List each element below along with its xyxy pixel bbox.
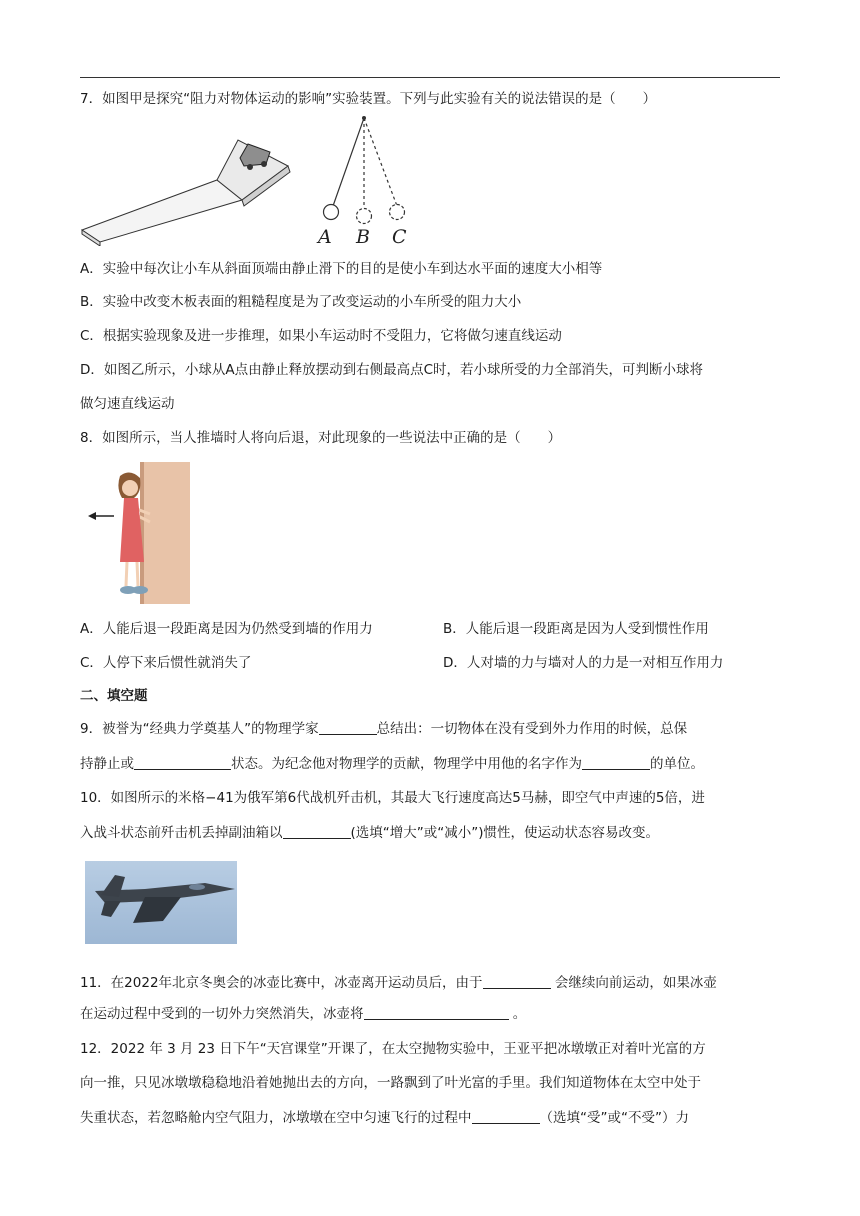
q8-option-c: C．人停下来后惯性就消失了 <box>80 655 252 671</box>
q9-blank-3 <box>582 754 650 770</box>
q10-text-1: 入战斗状态前歼击机丢掉副油箱以 <box>80 825 283 841</box>
q11-text-4: 。 <box>508 1006 527 1022</box>
pendulum-label-b: B <box>356 226 370 246</box>
q10-text-2: (选填“增大”或“减小”)惯性，使运动状态容易改变。 <box>350 825 660 841</box>
q7-option-c: C．根据实验现象及进一步推理，如果小车运动时不受阻力，它将做匀速直线运动 <box>80 328 562 344</box>
q12-line2: 向一推，只见冰墩墩稳稳地沿着她抛出去的方向，一路飘到了叶光富的手里。我们知道物体在太空中处于 <box>80 1075 701 1091</box>
q7-option-a: A．实验中每次让小车从斜面顶端由静止滑下的目的是使小车到达水平面的速度大小相等 <box>80 261 603 277</box>
q12-blank-1 <box>472 1108 540 1124</box>
q12-text-2: （选填“受”或“不受”）力 <box>539 1110 689 1126</box>
q12-text-1: 失重状态，若忽略舱内空气阻力，冰墩墩在空中匀速飞行的过程中 <box>80 1110 472 1126</box>
q9-line1 <box>80 719 687 739</box>
q8-option-b: B．人能后退一段距离是因为人受到惯性作用 <box>443 621 709 637</box>
q9-text-3: 持静止或 <box>80 756 134 772</box>
q8-option-a: A．人能后退一段距离是因为仍然受到墙的作用力 <box>80 621 373 637</box>
q11-line1 <box>80 973 717 993</box>
q9-line2 <box>80 754 704 774</box>
q11-blank-1 <box>483 973 551 989</box>
q11-text-3: 在运动过程中受到的一切外力突然消失，冰壶将 <box>80 1006 364 1022</box>
q10-line2 <box>80 823 659 843</box>
q10-blank-1 <box>283 823 351 839</box>
person-pushing-wall-figure <box>84 462 194 604</box>
q9-text-5: 的单位。 <box>650 756 704 772</box>
q8-stem: 8．如图所示，当人推墙时人将向后退，对此现象的一些说法中正确的是（ ） <box>80 430 562 446</box>
q9-blank-1 <box>319 719 377 735</box>
pendulum-label-a: A <box>318 226 332 246</box>
q12-line1: 12．2022 年 3 月 23 日下午“天宫课堂”开课了，在太空抛物实验中，王亚平把冰墩墩正对着叶光富的方 <box>80 1041 706 1057</box>
q9-blank-2 <box>134 754 231 770</box>
q10-line1: 10．如图所示的米格−41为俄军第6代战机歼击机，其最大飞行速度高达5马赫，即空气中声速的5倍，进 <box>80 790 705 806</box>
pendulum-label-c: C <box>392 226 407 246</box>
q11-line2 <box>80 1004 526 1024</box>
q7-option-b: B．实验中改变木板表面的粗糙程度是为了改变运动的小车所受的阻力大小 <box>80 294 522 310</box>
q7-stem: 7．如图甲是探究“阻力对物体运动的影响”实验装置。下列与此实验有关的说法错误的是（ ） <box>80 91 657 107</box>
header-rule <box>80 77 780 78</box>
q11-text-1: 11．在2022年北京冬奥会的冰壶比赛中，冰壶离开运动员后，由于 <box>80 975 483 991</box>
q7-option-d-line1: D．如图乙所示，小球从A点由静止释放摆动到右侧最高点C时，若小球所受的力全部消失，可判断小球将 <box>80 362 704 378</box>
q9-text-2: 总结出：一切物体在没有受到外力作用的时候，总保 <box>376 721 688 737</box>
q12-line3 <box>80 1108 689 1128</box>
q7-option-d-line2: 做匀速直线运动 <box>80 396 175 412</box>
q9-text-1: 9．被誉为“经典力学奠基人”的物理学家 <box>80 721 319 737</box>
q9-text-4: 状态。为纪念他对物理学的贡献，物理学中用他的名字作为 <box>231 756 582 772</box>
q11-blank-2 <box>364 1004 509 1020</box>
pendulum-figure <box>312 112 422 246</box>
incline-cart-figure <box>80 138 302 246</box>
q11-text-2: 会继续向前运动，如果冰壶 <box>550 975 717 991</box>
q8-option-d: D．人对墙的力与墙对人的力是一对相互作用力 <box>443 655 724 671</box>
fighter-jet-photo <box>85 861 237 944</box>
section-title: 二、填空题 <box>80 688 148 704</box>
